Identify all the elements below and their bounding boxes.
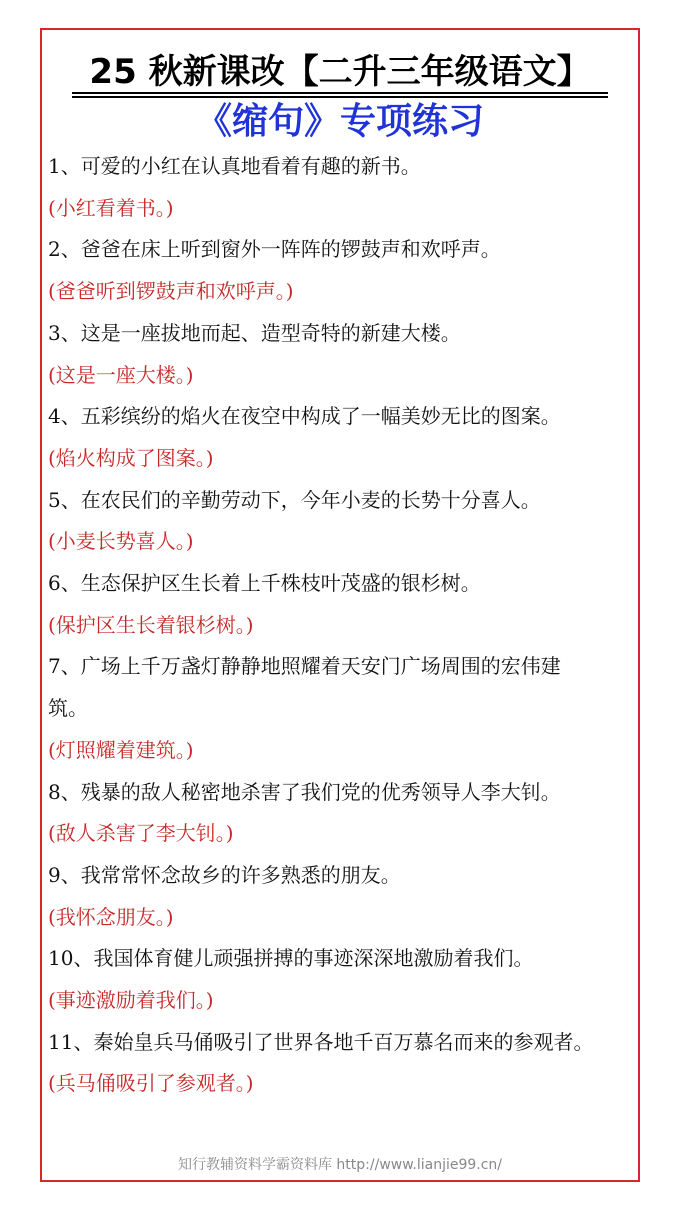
question-2: 2、爸爸在床上听到窗外一阵阵的锣鼓声和欢呼声。: [48, 237, 501, 262]
answer-3: (这是一座大楼。): [48, 362, 194, 387]
question-11: 11、秦始皇兵马俑吸引了世界各地千百万慕名而来的参观者。: [48, 1029, 594, 1054]
question-6: 6、生态保护区生长着上千株枝叶茂盛的银杉树。: [48, 571, 481, 596]
answer-4: (焰火构成了图案。): [48, 445, 214, 470]
footer-source: 知行教辅资料学霸资料库 http://www.lianjie99.cn/: [177, 1157, 503, 1173]
answer-10: (事迹激励着我们。): [48, 988, 214, 1013]
answer-9: (我怀念朋友。): [48, 904, 174, 929]
answer-11: (兵马俑吸引了参观者。): [48, 1071, 254, 1096]
answer-6: (保护区生长着银杉树。): [48, 612, 254, 637]
answer-8: (敌人杀害了李大钊。): [48, 821, 234, 846]
title-underline: [72, 92, 608, 98]
page-title: 25 秋新课改【二升三年级语文】: [89, 52, 591, 92]
question-4: 4、五彩缤纷的焰火在夜空中构成了一幅美妙无比的图案。: [48, 404, 561, 429]
page-subtitle: 《缩句》专项练习: [195, 101, 484, 142]
question-10: 10、我国体育健儿顽强拼搏的事迹深深地激励着我们。: [48, 946, 534, 971]
answer-7: (灯照耀着建筑。): [48, 737, 194, 762]
question-1: 1、可爱的小红在认真地看着有趣的新书。: [48, 154, 421, 178]
question-3: 3、这是一座拔地而起、造型奇特的新建大楼。: [48, 320, 461, 345]
question-7-continued: 筑。: [48, 696, 88, 721]
exercise-list: [48, 146, 628, 1105]
answer-5: (小麦长势喜人。): [48, 529, 194, 554]
answer-1: (小红看着书。): [48, 195, 174, 220]
question-7: 7、广场上千万盏灯静静地照耀着天安门广场周围的宏伟建: [48, 654, 561, 679]
question-8: 8、残暴的敌人秘密地杀害了我们党的优秀领导人李大钊。: [48, 779, 561, 804]
question-5: 5、在农民们的辛勤劳动下，今年小麦的长势十分喜人。: [48, 487, 541, 512]
question-9: 9、我常常怀念故乡的许多熟悉的朋友。: [48, 862, 401, 887]
answer-2: (爸爸听到锣鼓声和欢呼声。): [48, 279, 294, 304]
